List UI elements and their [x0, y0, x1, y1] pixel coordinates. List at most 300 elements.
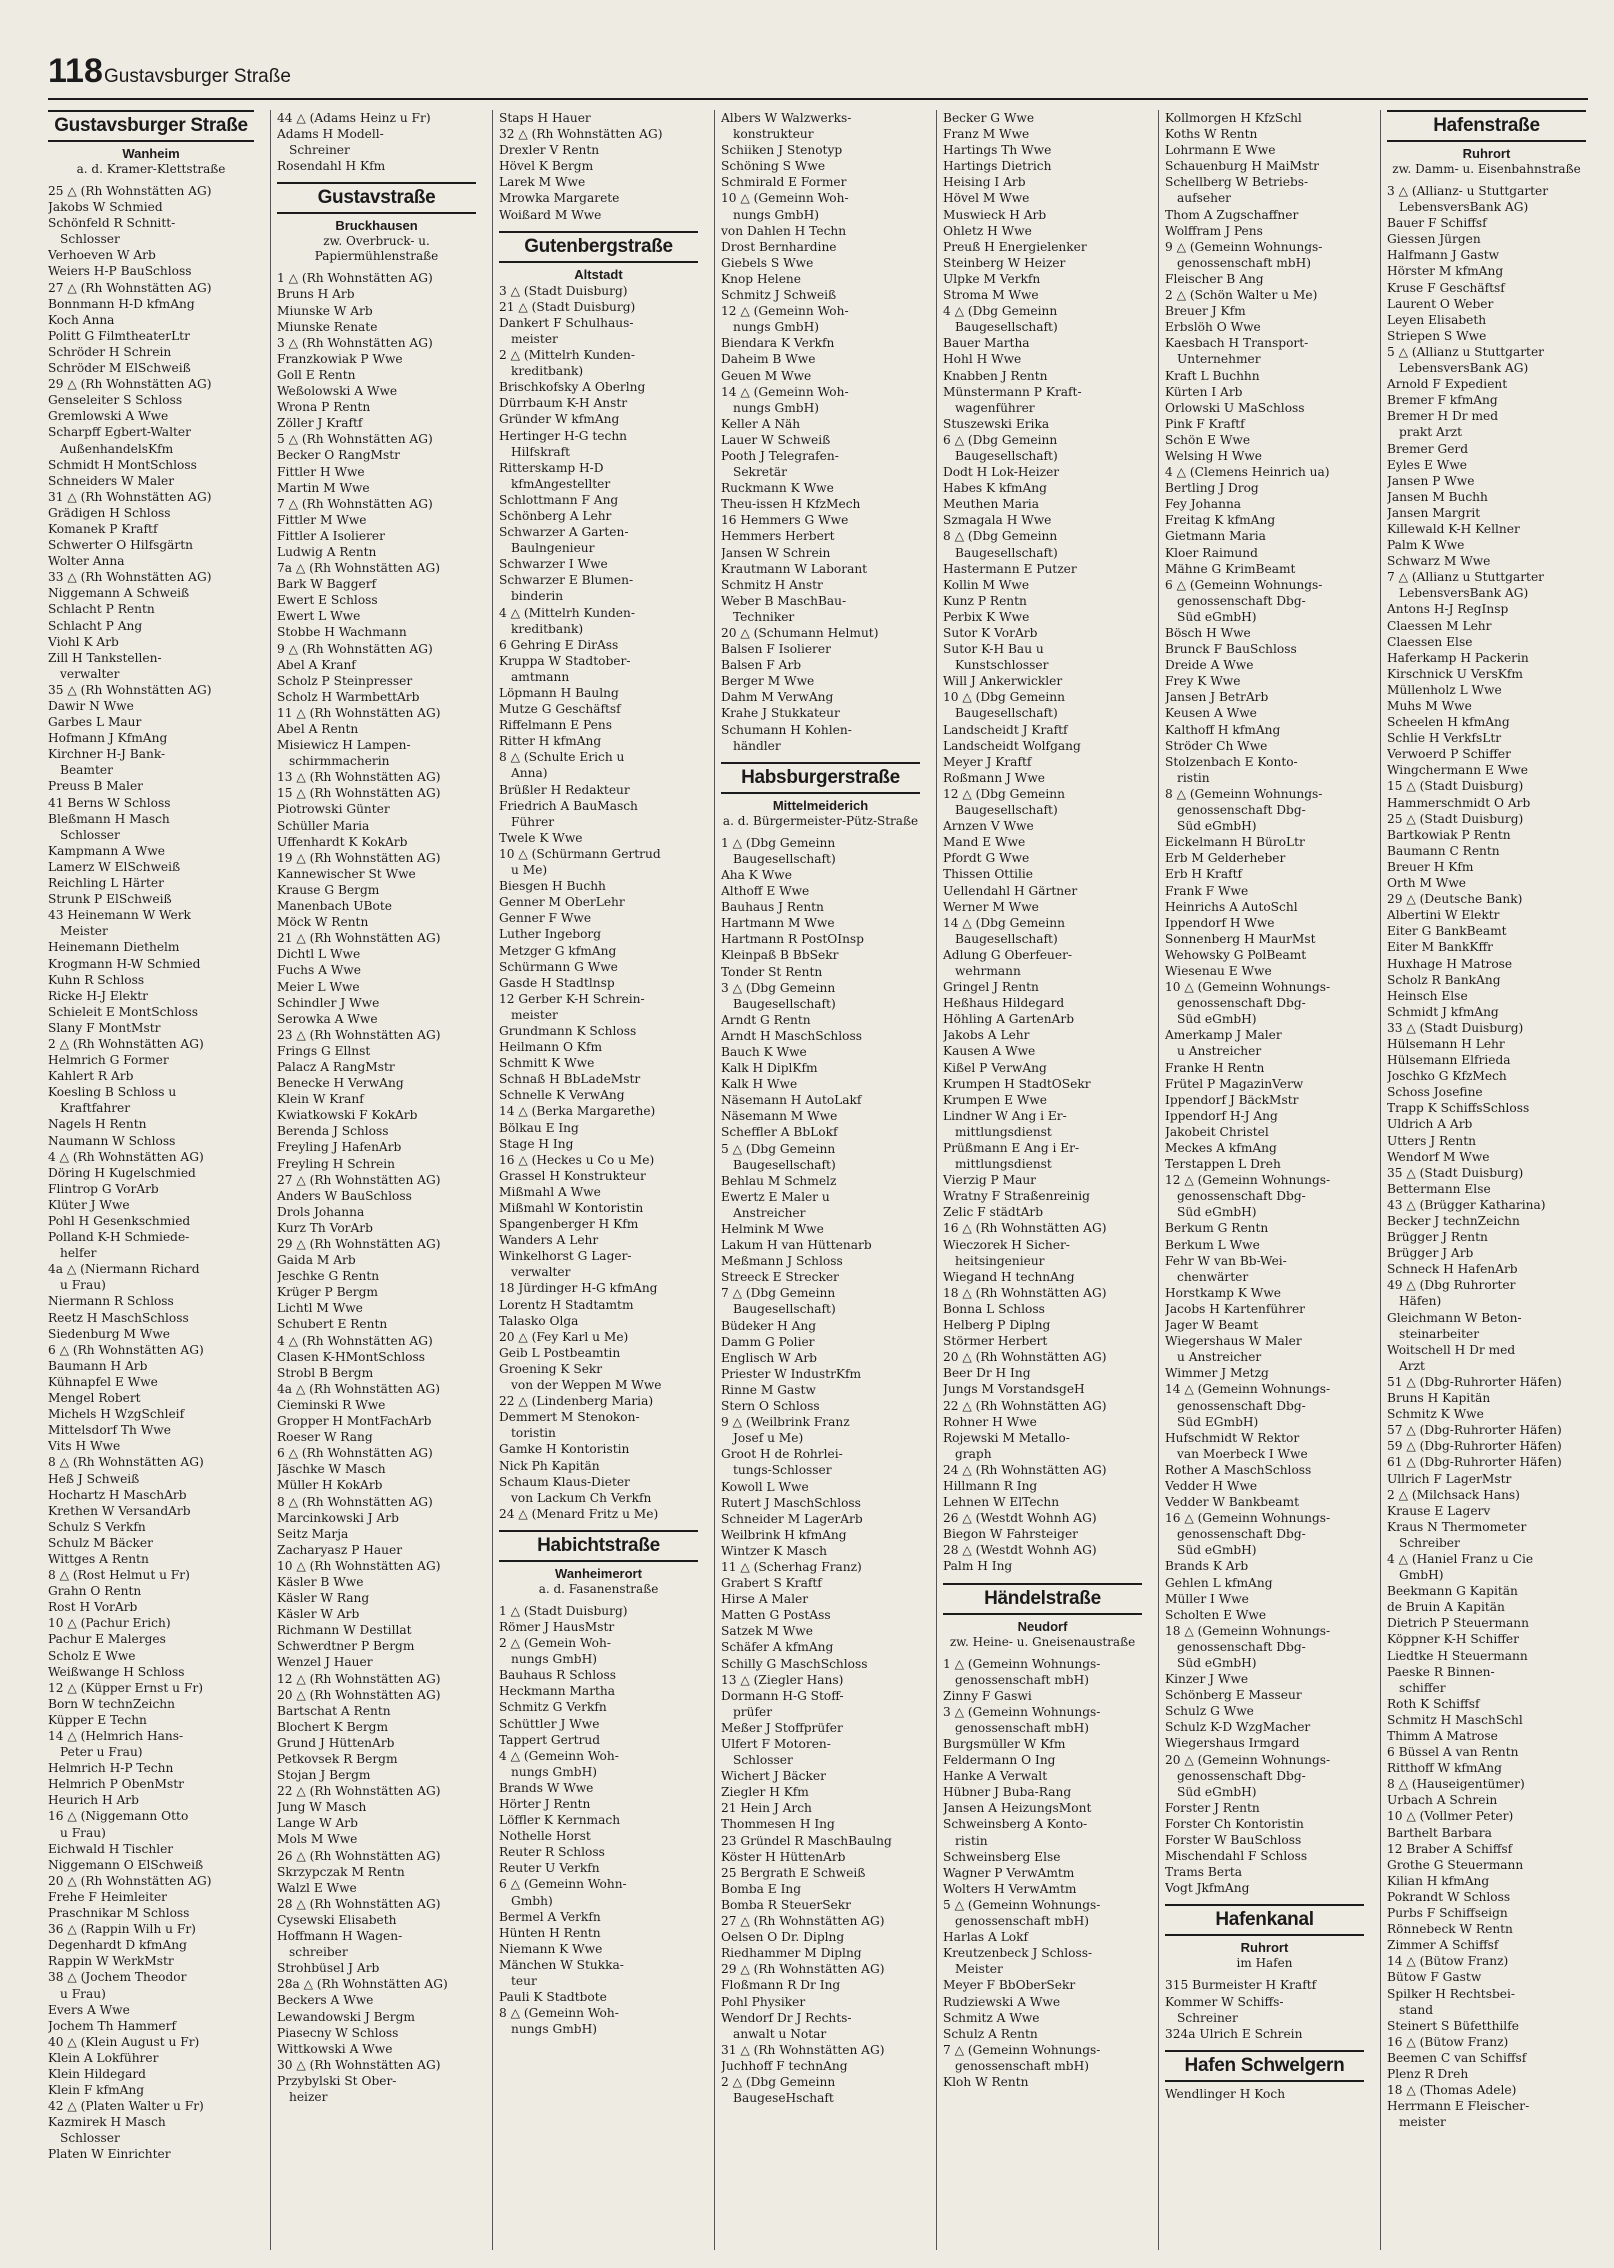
directory-entry: Vits H Wwe	[48, 1439, 121, 1454]
directory-entry: Berkum G Rentn	[1165, 1221, 1269, 1236]
directory-entry: Gaida M Arb	[277, 1253, 356, 1268]
directory-entry: Schlie H VerkfsLtr	[1387, 731, 1502, 746]
directory-entry: Lakum H van Hüttenarb	[721, 1238, 872, 1253]
directory-entry-continuation: genossenschaft Dbg-	[1177, 1527, 1306, 1542]
directory-entry: Klein F kfmAng	[48, 2083, 145, 2098]
directory-entry: Gleichmann W Beton-	[1387, 1310, 1522, 1325]
directory-entry: Sutor K-H Bau u	[943, 642, 1044, 657]
street-heading: Hafenkanal	[1165, 1904, 1364, 1936]
directory-entry: Bauer F Schiffsf	[1387, 216, 1487, 231]
directory-entry: Berger M Wwe	[721, 674, 815, 689]
directory-entry: Meyer F BbOberSekr	[943, 1978, 1076, 1993]
directory-entry: Arnzen V Wwe	[943, 819, 1034, 834]
directory-entry: Adams H Modell-	[277, 127, 384, 142]
directory-entry: 42 △ (Platen Walter u Fr)	[48, 2099, 204, 2114]
directory-entry: Reuter R Schloss	[499, 1845, 605, 1860]
directory-entry-continuation: Süd eGmbH)	[1177, 1656, 1257, 1670]
directory-entry: Laurent O Weber	[1387, 296, 1494, 311]
directory-entry-continuation: Baugesellschaft)	[955, 931, 1058, 946]
directory-entry: Bremer Gerd	[1387, 441, 1469, 456]
directory-entry: Bonna L Schloss	[943, 1301, 1045, 1316]
directory-entry: Meier L Wwe	[277, 979, 360, 994]
directory-entry: Kruppa W Stadtober-	[499, 653, 631, 668]
column-3	[492, 110, 698, 2250]
directory-entry: Fittler M Wwe	[277, 512, 367, 527]
directory-entry: Schönfeld R Schnitt-	[48, 216, 176, 231]
directory-entry: Paeske R Binnen-	[1387, 1664, 1495, 1679]
directory-entry-continuation: LebensversBank AG)	[1399, 361, 1529, 376]
directory-entry: Balsen F Isolierer	[721, 642, 831, 657]
directory-entry-continuation: Baugesellschaft)	[955, 545, 1058, 560]
directory-entry: Hartmann M Wwe	[721, 916, 835, 931]
directory-entry: Bartschat A Rentn	[277, 1703, 391, 1718]
directory-entry: Niemann K Wwe	[499, 1941, 603, 1956]
directory-entry-continuation: ristin	[955, 1833, 988, 1848]
directory-entry: Pohl H Gesenkschmied	[48, 1214, 191, 1228]
directory-entry: Jakobs A Lehr	[943, 1028, 1030, 1043]
directory-entry: Weiers H-P BauSchloss	[48, 264, 192, 279]
directory-entry: Walzl E Wwe	[277, 1880, 357, 1895]
directory-entry: 32 △ (Rh Wohnstätten AG)	[499, 127, 663, 142]
directory-entry: Viohl K Arb	[48, 634, 119, 649]
directory-entry: Preuss B Maler	[48, 779, 143, 794]
directory-entry: Erb M Gelderheber	[1165, 851, 1286, 866]
directory-entry: 44 △ (Adams Heinz u Fr)	[277, 111, 431, 125]
directory-entry-continuation: binderin	[511, 589, 564, 604]
directory-entry-continuation: nungs GmbH)	[733, 207, 819, 222]
directory-entry: Juchhoff F technAng	[721, 2058, 848, 2073]
directory-entry: 1 △ (Gemeinn Wohnungs-	[943, 1656, 1101, 1671]
directory-entry: Baumann C Rentn	[1387, 843, 1500, 858]
directory-entry: Köster H HüttenArb	[721, 1849, 846, 1864]
directory-entry: Halfmann J Gastw	[1387, 248, 1500, 263]
directory-entry: Urbach A Schrein	[1387, 1793, 1498, 1808]
directory-entry: Scheelen H kfmAng	[1387, 715, 1510, 730]
directory-entry: Grahn O Rentn	[48, 1584, 142, 1599]
directory-entry: Oelsen O Dr. Diplng	[721, 1930, 845, 1945]
directory-entry: Pachur E Malerges	[48, 1632, 166, 1647]
directory-entry: Cysewski Elisabeth	[277, 1912, 397, 1927]
directory-entry: Genner M OberLehr	[499, 895, 625, 910]
directory-entry: Hochartz H MaschArb	[48, 1487, 187, 1502]
directory-entry: Hartings Dietrich	[943, 159, 1052, 174]
directory-entry: 61 △ (Dbg-Ruhrorter Häfen)	[1387, 1455, 1562, 1470]
directory-entry: Brunck F BauSchloss	[1165, 642, 1297, 657]
directory-entry: Nagels H Rentn	[48, 1117, 147, 1132]
directory-entry: Ruckmann K Wwe	[721, 481, 834, 496]
directory-entry: 7 △ (Allianz u Stuttgarter	[1387, 570, 1544, 585]
directory-entry: Schwarz M Wwe	[1387, 554, 1491, 569]
directory-entry: Krumpen H StadtOSekr	[943, 1076, 1091, 1091]
directory-entry: 10 △ (Gemeinn Woh-	[721, 191, 849, 206]
directory-entry-continuation: Führer	[511, 814, 555, 829]
directory-entry: Schlacht P Rentn	[48, 602, 155, 617]
directory-entry-continuation: Schreiner	[1177, 2010, 1238, 2025]
directory-entry: Scholten E Wwe	[1165, 1607, 1267, 1622]
directory-entry: 13 △ (Ziegler Hans)	[721, 1672, 844, 1687]
street-location-note: zw. Heine- u. Gneisenaustraße	[949, 1634, 1136, 1649]
directory-entry: Hohl H Wwe	[943, 352, 1022, 367]
district-label: Wanheim	[122, 146, 180, 161]
column-5	[936, 110, 1142, 2250]
directory-entry: Koths W Rentn	[1165, 127, 1258, 142]
directory-entry: Terstappen L Dreh	[1165, 1157, 1281, 1172]
directory-entry: Schwerdtner P Bergm	[277, 1639, 415, 1654]
directory-entry: Eiter M BankKffr	[1387, 940, 1494, 955]
directory-entry: Muswieck H Arb	[943, 207, 1047, 222]
directory-entry: 33 △ (Rh Wohnstätten AG)	[48, 570, 212, 585]
directory-entry: Mißmahl W Kontoristin	[499, 1201, 644, 1215]
directory-entry: 14 △ (Berka Margarethe)	[499, 1104, 656, 1119]
directory-entry: 3 △ (Dbg Gemeinn	[721, 980, 836, 995]
directory-entry: Klein Hildegard	[48, 2066, 146, 2081]
directory-entry: 8 △ (Dbg Gemeinn	[943, 529, 1058, 544]
directory-entry: Ritthoff W kfmAng	[1387, 1761, 1502, 1776]
directory-entry: Jung W Masch	[277, 1800, 367, 1815]
directory-entry: Stage H Ing	[499, 1136, 574, 1151]
directory-entry: 13 △ (Rh Wohnstätten AG)	[277, 770, 441, 785]
directory-entry-continuation: Anstreicher	[733, 1205, 806, 1220]
directory-entry: Schmitz H Anstr	[721, 577, 823, 592]
directory-entry: Wrona P Rentn	[277, 400, 371, 415]
directory-entry: Althoff E Wwe	[721, 884, 810, 899]
directory-entry: Biesgen H Buchh	[499, 879, 606, 894]
directory-entry: Talasko Olga	[499, 1313, 579, 1328]
directory-entry: 4 △ (Rh Wohnstätten AG)	[277, 1333, 433, 1348]
directory-entry: Forster W BauSchloss	[1165, 1833, 1302, 1848]
directory-entry: Weißwange H Schloss	[48, 1664, 185, 1679]
directory-entry: Lindner W Ang i Er-	[943, 1108, 1067, 1123]
district-label: Altstadt	[574, 266, 623, 282]
directory-entry: Thimm A Matrose	[1387, 1729, 1498, 1743]
directory-entry: Feldermann O Ing	[943, 1753, 1056, 1768]
directory-entry: Albers W Walzwerks-	[721, 111, 852, 125]
directory-entry-continuation: Süd eGmbH)	[1177, 1784, 1257, 1799]
directory-entry: Komanek P Kraftf	[48, 521, 158, 536]
directory-entry: 5 △ (Gemeinn Wohnungs-	[943, 1897, 1101, 1912]
directory-entry: 49 △ (Dbg Ruhrorter	[1387, 1278, 1516, 1293]
directory-entry: 10 △ (Pachur Erich)	[48, 1616, 171, 1631]
street-heading: Habichtstraße	[499, 1530, 698, 1562]
directory-entry: Behlau M Schmelz	[721, 1173, 837, 1188]
directory-entry: 16 △ (Heckes u Co u Me)	[499, 1152, 655, 1167]
directory-entry: 3 △ (Gemeinn Wohnungs-	[943, 1704, 1101, 1719]
directory-entry: 57 △ (Dbg-Ruhrorter Häfen)	[1387, 1423, 1562, 1438]
directory-entry: Meßer J Stoffprüfer	[721, 1720, 843, 1735]
directory-entry: Fey Johanna	[1165, 497, 1242, 512]
directory-entry-continuation: Schreiner	[289, 143, 350, 158]
directory-entry: Kalk H DiplKfm	[721, 1061, 818, 1076]
directory-entry: Rost H VorArb	[48, 1600, 138, 1615]
directory-entry: Beemen C van Schiffsf	[1387, 2050, 1527, 2065]
directory-entry: Bonnmann H-D kfmAng	[48, 296, 195, 311]
directory-entry: Lichtl M Wwe	[277, 1301, 363, 1316]
directory-entry: Wanders A Lehr	[499, 1233, 599, 1248]
directory-entry: Rönnebeck W Rentn	[1387, 1922, 1513, 1937]
directory-entry: Petkovsek R Bergm	[277, 1752, 398, 1766]
directory-entry-continuation: Süd EGmbH)	[1177, 1414, 1259, 1429]
directory-entry: Hartings Th Wwe	[943, 143, 1052, 158]
directory-entry-continuation: stand	[1399, 2002, 1434, 2017]
directory-entry: Hövel K Bergm	[499, 159, 594, 174]
directory-entry: Dichtl L Wwe	[277, 947, 361, 962]
directory-entry: Mengel Robert	[48, 1391, 141, 1406]
directory-entry: Orlowski U MaSchloss	[1165, 400, 1305, 415]
directory-entry: Wendorf Dr J Rechts-	[721, 2010, 852, 2025]
directory-entry-continuation: heizer	[289, 2089, 328, 2104]
directory-entry: 6 △ (Gemeinn Wohn-	[499, 1877, 627, 1892]
directory-entry: Sonnenberg H MaurMst	[1165, 931, 1316, 946]
directory-entry-continuation: genossenschaft Dbg-	[1177, 1398, 1306, 1413]
directory-entry-continuation: Schlosser	[60, 827, 120, 842]
directory-entry: 10 △ (Gemeinn Wohnungs-	[1165, 980, 1331, 995]
directory-entry: 20 △ (Rh Wohnstätten AG)	[943, 1350, 1107, 1365]
column-6	[1158, 110, 1364, 2250]
directory-entry: 6 △ (Gemeinn Wohnungs-	[1165, 577, 1323, 592]
directory-entry: Rappin W WerkMstr	[48, 1954, 174, 1969]
directory-entry: Pokrandt W Schloss	[1387, 1889, 1511, 1904]
directory-entry: Koesling B Schloss u	[48, 1085, 177, 1100]
directory-entry: Schmitt K Wwe	[499, 1056, 595, 1071]
directory-entry: Wolters H VerwAmtm	[943, 1881, 1077, 1896]
directory-entry-continuation: Süd eGmbH)	[1177, 609, 1257, 624]
directory-entry: 9 △ (Weilbrink Franz	[721, 1415, 850, 1430]
directory-entry-continuation: prakt Arzt	[1399, 425, 1462, 440]
directory-entry: Bauer Martha	[943, 336, 1030, 351]
directory-entry: Bartkowiak P Rentn	[1387, 827, 1511, 842]
directory-entry: Kazmirek H Masch	[48, 2115, 166, 2130]
directory-entry: Kirchner H-J Bank-	[48, 747, 166, 762]
directory-entry-continuation: schirmmacherin	[289, 754, 390, 769]
directory-entry: Schmitz H MaschSchl	[1387, 1712, 1523, 1727]
directory-entry: Brischkofsky A Oberlng	[499, 380, 646, 395]
directory-entry: Bleßmann H Masch	[48, 811, 170, 826]
directory-entry: Genseleiter S Schloss	[48, 393, 183, 408]
directory-entry: Freitag K kfmAng	[1165, 513, 1276, 528]
directory-entry: Kuhn R Schloss	[48, 972, 145, 987]
directory-entry: Drols Johanna	[277, 1204, 365, 1219]
directory-entry: Krüger P Bergm	[277, 1285, 378, 1300]
directory-entry: Scholz E Wwe	[48, 1648, 136, 1663]
directory-entry: Riedhammer M Diplng	[721, 1946, 862, 1961]
directory-entry: Löffler K Kernmach	[499, 1813, 621, 1828]
directory-entry: 33 △ (Stadt Duisburg)	[1387, 1020, 1524, 1035]
directory-entry: Barthelt Barbara	[1387, 1825, 1492, 1840]
directory-entry: Kilian H kfmAng	[1387, 1873, 1490, 1888]
directory-entry: Zöller J Kraftf	[277, 416, 363, 431]
directory-entry: Palm H Ing	[943, 1559, 1013, 1574]
directory-entry: Vierzig P Maur	[943, 1173, 1037, 1188]
directory-entry: 38 △ (Jochem Theodor	[48, 1970, 187, 1985]
directory-entry: Kollmorgen H KfzSchl	[1165, 111, 1302, 125]
directory-entry: Berkum L Wwe	[1165, 1237, 1260, 1252]
directory-entry: Stolzenbach E Konto-	[1165, 754, 1298, 769]
street-location-note: a. d. Bürgermeister-Pütz-Straße	[722, 813, 919, 828]
street-heading: Hafen Schwelgern	[1165, 2050, 1364, 2082]
directory-entry: Zelic F städtArb	[943, 1205, 1044, 1220]
directory-entry: Niggemann O ElSchweiß	[48, 1857, 204, 1872]
directory-entry: 14 △ (Gemeinn Wohnungs-	[1165, 1382, 1331, 1397]
directory-entry: Scharpff Egbert-Walter	[48, 425, 191, 440]
directory-entry: Dahm M VerwAng	[721, 690, 834, 705]
directory-entry: Jochem Th Hammerf	[48, 2018, 176, 2033]
directory-entry: 8 △ (Gemeinn Woh-	[499, 2006, 619, 2021]
directory-entry-continuation: Beamter	[60, 763, 113, 778]
directory-entry: Jeschke G Rentn	[277, 1269, 380, 1284]
directory-entry: 12 Braber A Schiffsf	[1387, 1841, 1513, 1856]
directory-entry: Blochert K Bergm	[277, 1719, 389, 1734]
directory-entry: Verwoerd P Schiffer	[1387, 747, 1511, 762]
directory-entry: Mischendahl F Schloss	[1165, 1849, 1308, 1864]
directory-entry: Büdeker H Ang	[721, 1318, 817, 1333]
directory-entry: Weber B MaschBau-	[721, 593, 847, 608]
directory-entry: Krause E Lagerv	[1387, 1503, 1491, 1518]
directory-entry: Ricke H-J Elektr	[48, 988, 148, 1003]
directory-entry: Schweinsberg A Konto-	[943, 1817, 1088, 1832]
directory-entry: Winkelhorst G Lager-	[499, 1249, 632, 1264]
directory-entry: 21 Hein J Arch	[721, 1801, 812, 1816]
directory-entry: Heß J Schweiß	[48, 1471, 140, 1486]
directory-entry: Horstkamp K Wwe	[1165, 1285, 1281, 1300]
directory-entry: 14 △ (Helmrich Hans-	[48, 1729, 184, 1743]
directory-entry: 36 △ (Rappin Wilh u Fr)	[48, 1922, 196, 1937]
directory-entry: Frings G Ellnst	[277, 1043, 371, 1058]
directory-entry: Pauli K Stadtbote	[499, 1990, 607, 2005]
directory-entry: Landscheidt Wolfgang	[943, 738, 1081, 753]
directory-entry: Kalk H Wwe	[721, 1077, 798, 1092]
directory-entry-continuation: Meister	[955, 1962, 1003, 1977]
directory-entry: Siedenburg M Wwe	[48, 1326, 170, 1341]
directory-entry: Martin M Wwe	[277, 480, 370, 495]
directory-entry: Kalthoff H kfmAng	[1165, 722, 1281, 737]
directory-entry: Genner F Wwe	[499, 911, 592, 926]
directory-entry-continuation: kfmAngestellter	[511, 476, 611, 491]
directory-entry: Floßmann R Dr Ing	[721, 1978, 841, 1993]
directory-entry: 20 △ (Schumann Helmut)	[721, 626, 879, 640]
directory-entry: Schneiders W Maler	[48, 473, 175, 488]
directory-entry: Schweinsberg Else	[943, 1849, 1061, 1864]
directory-entry: 8 △ (Rost Helmut u Fr)	[48, 1568, 190, 1583]
directory-entry: 24 △ (Menard Fritz u Me)	[499, 1506, 659, 1521]
directory-entry: Serowka A Wwe	[277, 1011, 378, 1026]
directory-entry: Schüttler J Wwe	[499, 1716, 600, 1731]
directory-entry: Müller I Wwe	[1165, 1591, 1249, 1606]
directory-entry-continuation: von Lackum Ch Verkfn	[511, 1490, 652, 1505]
directory-entry: Heinsch Else	[1387, 988, 1468, 1003]
directory-entry: Heurich H Arb	[48, 1793, 139, 1808]
directory-entry: 21 △ (Rh Wohnstätten AG)	[277, 931, 441, 946]
directory-entry: Bark W Baggerf	[277, 577, 377, 592]
directory-entry: Frehe F Heimleiter	[48, 1889, 168, 1904]
directory-entry-continuation: Hilfskraft	[511, 444, 571, 459]
directory-entry: Hülsemann H Lehr	[1387, 1036, 1505, 1051]
directory-entry-continuation: schreiber	[289, 1945, 348, 1960]
directory-entry: Ulpke M Verkfn	[943, 271, 1041, 286]
directory-entry: Brands W Wwe	[499, 1780, 594, 1795]
directory-entry: Biegon W Fahrsteiger	[943, 1527, 1079, 1542]
directory-entry: Hübner J Buba-Rang	[943, 1785, 1072, 1800]
directory-entry: Hastermann E Putzer	[943, 561, 1077, 576]
directory-entry: Franz M Wwe	[943, 127, 1030, 142]
directory-entry: Damm G Polier	[721, 1334, 815, 1349]
directory-entry: Bölkau E Ing	[499, 1120, 579, 1135]
directory-entry: Weilbrink H kfmAng	[721, 1527, 847, 1542]
directory-entry: Ullrich F LagerMstr	[1387, 1471, 1512, 1486]
directory-entry: Kürten I Arb	[1165, 384, 1243, 399]
directory-entry: Schöning S Wwe	[721, 159, 826, 174]
directory-entry-continuation: verwalter	[511, 1265, 571, 1280]
directory-entry-continuation: meister	[511, 331, 558, 346]
directory-entry: 29 △ (Rh Wohnstätten AG)	[277, 1237, 441, 1251]
directory-entry-continuation: Baugesellschaft)	[733, 851, 836, 866]
directory-entry: Krumpen E Wwe	[943, 1092, 1048, 1107]
directory-entry: Gropper H MontFachArb	[277, 1414, 432, 1429]
directory-entry-continuation: Süd eGmbH)	[1177, 1012, 1257, 1027]
directory-entry: Szmagala H Wwe	[943, 513, 1052, 528]
directory-entry: 29 △ (Rh Wohnstätten AG)	[721, 1962, 885, 1977]
street-heading: Gutenbergstraße	[499, 231, 698, 263]
directory-entry: Clasen K-HMontSchloss	[277, 1349, 425, 1364]
directory-entry: Bertling J Drog	[1165, 481, 1259, 496]
directory-entry: Bremer F kfmAng	[1387, 393, 1498, 408]
directory-entry-continuation: Techniker	[733, 609, 795, 624]
directory-entry: Grassel H Konstrukteur	[499, 1168, 646, 1183]
directory-entry: Gringel J Rentn	[943, 980, 1039, 995]
directory-entry: 24 △ (Rh Wohnstätten AG)	[943, 1462, 1107, 1477]
directory-entry: 28 △ (Rh Wohnstätten AG)	[277, 1896, 441, 1911]
directory-entry: 1 △ (Rh Wohnstätten AG)	[277, 271, 433, 286]
directory-entry: Trapp K SchiffsSchloss	[1387, 1101, 1530, 1116]
directory-entry: Werner M Wwe	[943, 899, 1039, 914]
directory-entry-continuation: heitsingenieur	[955, 1253, 1045, 1268]
directory-entry-continuation: meister	[511, 1007, 558, 1022]
directory-entry: Lohrmann E Wwe	[1165, 143, 1276, 158]
directory-entry: Harlas A Lokf	[943, 1930, 1029, 1945]
directory-entry: Aha K Wwe	[721, 867, 792, 882]
directory-entry: Platen W Einrichter	[48, 2147, 171, 2162]
directory-entry-continuation: van Moerbeck I Wwe	[1177, 1446, 1308, 1461]
directory-entry: Schumann H Kohlen-	[721, 722, 852, 737]
directory-entry: 8 △ (Rh Wohnstätten AG)	[48, 1455, 204, 1470]
directory-entry: Hörter J Rentn	[499, 1797, 591, 1811]
directory-entry: 5 △ (Dbg Gemeinn	[721, 1141, 836, 1156]
column-2	[270, 110, 476, 2250]
directory-entry: Franzkowiak P Wwe	[277, 351, 403, 366]
directory-entry-continuation: Peter u Frau)	[60, 1745, 143, 1760]
directory-entry: Döring H Kugelschmied	[48, 1165, 196, 1180]
directory-entry: Uldrich A Arb	[1387, 1117, 1473, 1132]
directory-entry: Landscheidt J Kraftf	[943, 722, 1068, 737]
directory-entry: Schoss Josefine	[1387, 1085, 1483, 1100]
directory-entry: Scholz R BankAng	[1387, 972, 1501, 987]
directory-entry-continuation: aufseher	[1177, 191, 1231, 206]
directory-entry: Krogmann H-W Schmied	[48, 956, 201, 971]
column-1	[48, 110, 254, 2250]
directory-entry: Stojan J Bergm	[277, 1768, 371, 1783]
directory-entry: Gründer W kfmAng	[499, 412, 620, 427]
directory-entry: Schröder H Schrein	[48, 344, 172, 359]
directory-entry: 30 △ (Rh Wohnstätten AG)	[277, 2057, 441, 2072]
directory-entry: Piasecny W Schloss	[277, 2025, 399, 2040]
directory-entry: Breuer J Kfm	[1165, 304, 1246, 319]
page-header	[48, 52, 1588, 98]
directory-entry: Verhoeven W Arb	[48, 248, 156, 263]
directory-entry: Ewert L Wwe	[277, 609, 361, 624]
directory-entry: Politt G FilmtheaterLtr	[48, 328, 190, 343]
directory-entry: Degenhardt D kfmAng	[48, 1938, 187, 1953]
directory-entry: 4 △ (Clemens Heinrich ua)	[1165, 465, 1330, 480]
directory-entry: Kommer W Schiffs-	[1165, 1994, 1284, 2009]
